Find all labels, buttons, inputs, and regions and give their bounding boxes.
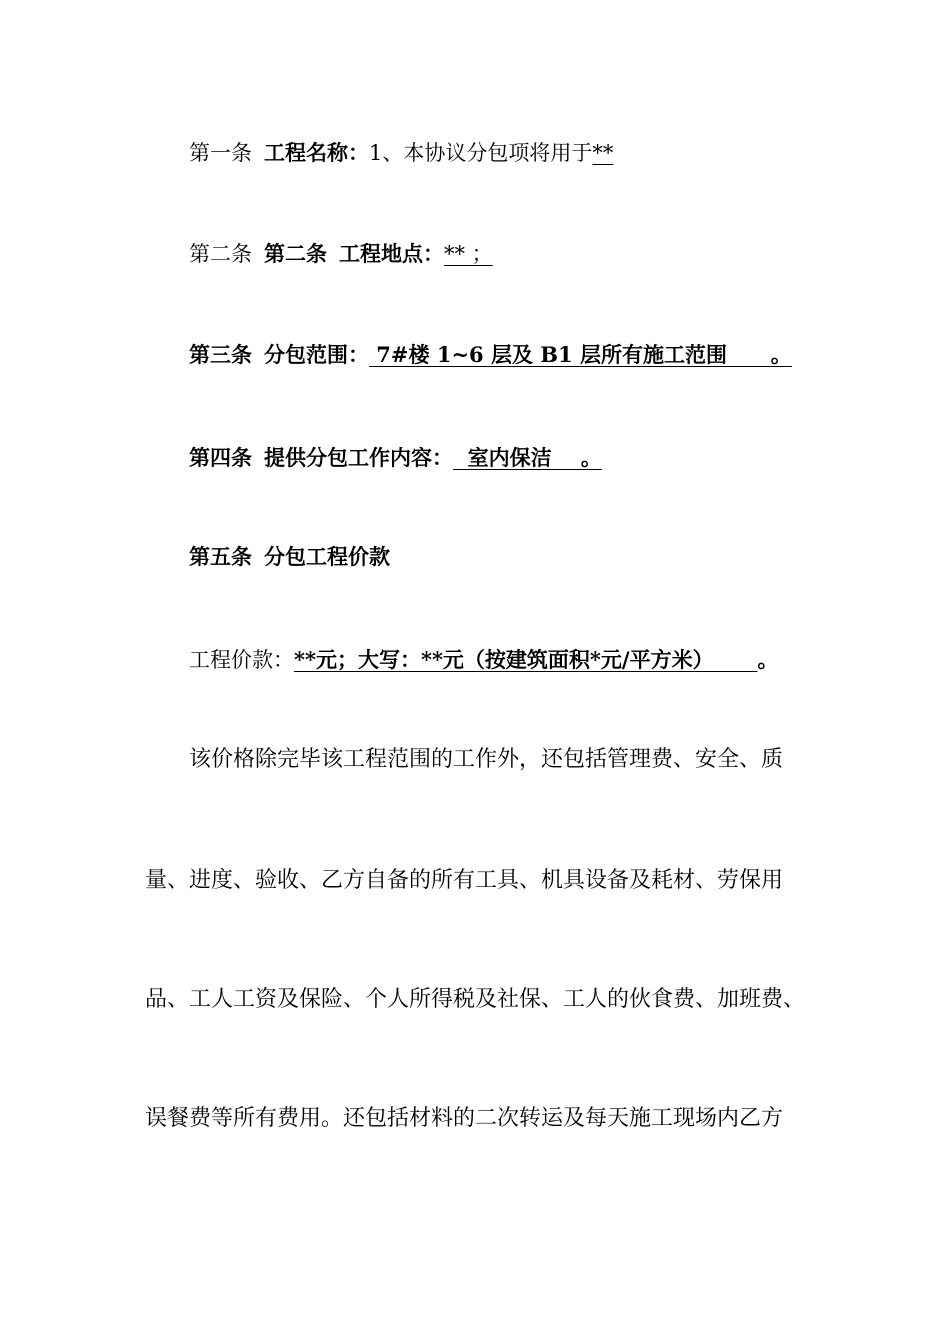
article-1-text: 1、本协议分包项将用于: [369, 141, 593, 165]
article-3-value: 7#楼 1~6 层及 B1 层所有施工范围 。: [369, 342, 792, 367]
article-2-label-repeat: 第二条: [264, 241, 327, 266]
article-3-label: 第三条: [189, 342, 252, 367]
price-end: 。: [757, 647, 779, 672]
article-4: [189, 444, 602, 472]
article-3: [189, 341, 792, 369]
paragraph-line-4: 误餐费等所有费用。还包括材料的二次转运及每天施工现场内乙方: [145, 1106, 784, 1131]
article-3-title: 分包范围：: [264, 342, 369, 367]
article-5-title: 分包工程价款: [264, 544, 390, 569]
article-4-value: 室内保洁 。: [453, 445, 602, 470]
paragraph-line-1: 该价格除完毕该工程范围的工作外，还包括管理费、安全、质: [189, 747, 784, 772]
article-4-title: 提供分包工作内容：: [264, 445, 453, 470]
price-line: [189, 646, 778, 674]
article-1-value: **: [592, 141, 614, 165]
price-label: 工程价款：: [189, 648, 294, 672]
article-2: [189, 240, 493, 268]
article-2-value: ** ；: [444, 242, 493, 266]
price-value: **元；大写：**元（按建筑面积*元/平方米）: [294, 647, 758, 672]
article-2-title: 工程地点：: [339, 241, 444, 266]
article-1-title: 工程名称：: [264, 140, 369, 165]
article-5: [189, 543, 390, 571]
article-1-label: 第一条: [189, 141, 252, 165]
article-4-label: 第四条: [189, 445, 252, 470]
article-1: [189, 139, 613, 167]
article-2-label: 第二条: [189, 242, 252, 266]
paragraph-line-2: 量、进度、验收、乙方自备的所有工具、机具设备及耗材、劳保用: [145, 868, 784, 893]
article-5-label: 第五条: [189, 544, 252, 569]
paragraph-line-3: 品、工人工资及保险、个人所得税及社保、工人的伙食费、加班费、: [145, 987, 806, 1012]
